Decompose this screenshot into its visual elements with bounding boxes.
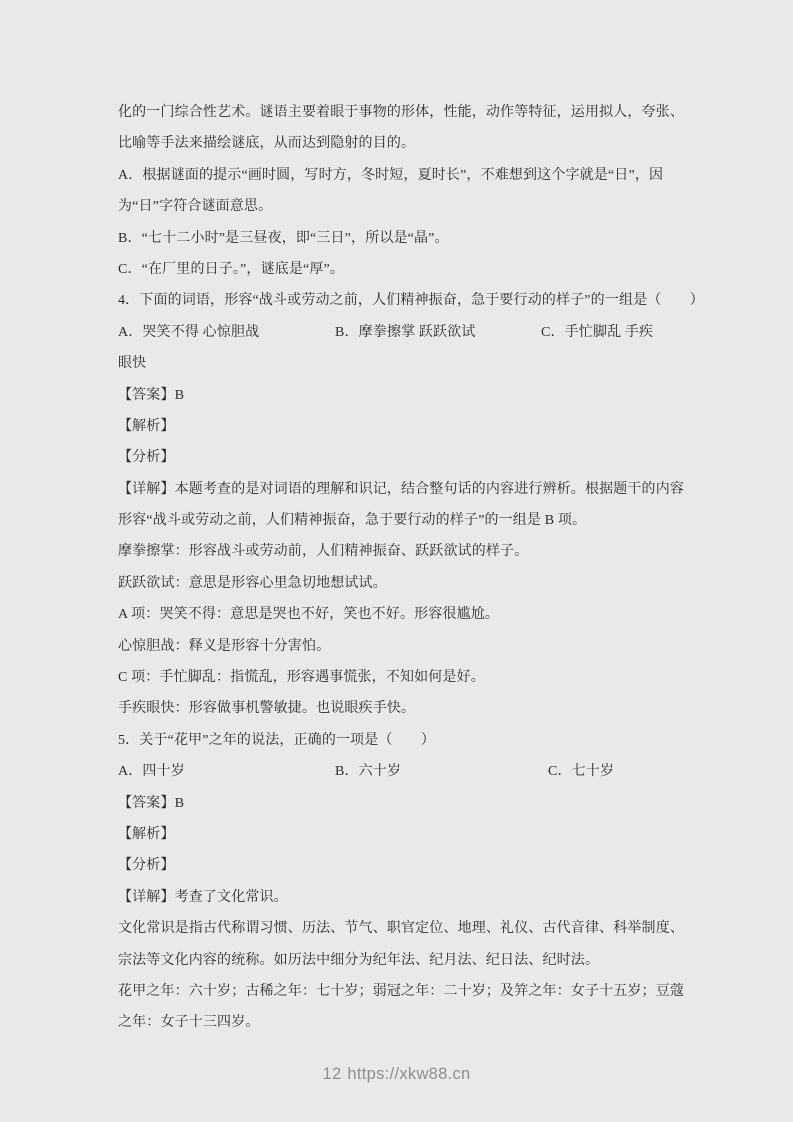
- q4-option-b: B．摩拳擦掌 跃跃欲试: [335, 324, 476, 340]
- q5-stem: 5．关于“花甲”之年的说法，正确的一项是（ ）: [118, 732, 436, 748]
- q4-detail-line-1: 【详解】本题考查的是对词语的理解和识记，结合整句话的内容进行辨析。根据题干的内容: [118, 481, 684, 497]
- footer-url: https://xkw88.cn: [347, 1065, 471, 1083]
- q4-exp-line-5: C 项：手忙脚乱：指慌乱，形容遇事慌张，不知如何是好。: [118, 670, 485, 686]
- q3-option-c: C．“在厂里的日子。”，谜底是“厚”。: [118, 261, 345, 277]
- q4-jiexi-label: 【解析】: [118, 418, 175, 434]
- q3-intro-line-2: 比喻等手法来描绘谜底，从而达到隐射的目的。: [118, 136, 416, 152]
- q4-option-c: C．手忙脚乱 手疾: [541, 324, 654, 340]
- q5-option-c: C．七十岁: [548, 764, 615, 780]
- q4-exp-line-4: 心惊胆战：释义是形容十分害怕。: [118, 638, 331, 654]
- q5-exp-line-2: 宗法等文化内容的统称。如历法中细分为纪年法、纪月法、纪日法、纪时法。: [118, 952, 600, 968]
- q4-options-row: [118, 317, 693, 348]
- q5-exp-line-1: 文化常识是指古代称谓习惯、历法、节气、职官定位、地理、礼仪、古代音律、科举制度、: [118, 921, 684, 937]
- q5-answer-value: B: [174, 795, 185, 811]
- q4-exp-line-2: 跃跃欲试：意思是形容心里急切地想试试。: [118, 575, 387, 591]
- q3-intro-line-1: 化的一门综合性艺术。谜语主要着眼于事物的形体，性能，动作等特征，运用拟人，夸张、: [118, 105, 684, 120]
- q4-option-c-wrap: 眼快: [118, 356, 147, 372]
- q5-answer-label: 【答案】: [118, 795, 175, 811]
- q3-option-a-line-1: A．根据谜面的提示“画时圆，写时方，冬时短，夏时长”，不难想到这个字就是“日”，因: [118, 167, 664, 183]
- q5-detail-line-1: 【详解】考查了文化常识。: [118, 889, 288, 905]
- q4-answer-label: 【答案】: [118, 387, 175, 403]
- q3-option-a-line-2: 为“日”字符合谜面意思。: [118, 199, 273, 215]
- q5-exp-line-4: 之年：女子十三四岁。: [118, 1015, 260, 1031]
- document-body: [118, 97, 704, 1039]
- q4-stem: 4．下面的词语，形容“战斗或劳动之前，人们精神振奋，急于要行动的样子”的一组是（ ）: [118, 293, 704, 309]
- q4-answer-line: [118, 380, 693, 411]
- page-footer: [0, 1065, 793, 1084]
- q5-options-row: [118, 756, 693, 787]
- q4-exp-line-1: 摩拳擦掌：形容战斗或劳动前，人们精神振奋、跃跃欲试的样子。: [118, 544, 529, 560]
- q4-detail-line-2: 形容“战斗或劳动之前，人们精神振奋，急于要行动的样子”的一组是 B 项。: [118, 513, 587, 529]
- q4-answer-value: B: [174, 387, 185, 403]
- q5-fenxi-label: 【分析】: [118, 858, 175, 874]
- q4-exp-line-3: A 项：哭笑不得：意思是哭也不好，笑也不好。形容很尴尬。: [118, 607, 500, 623]
- q5-exp-line-3: 花甲之年：六十岁；古稀之年：七十岁；弱冠之年：二十岁；及笄之年：女子十五岁；豆蔻: [118, 983, 684, 999]
- footer-page-number: 12: [322, 1065, 342, 1083]
- q3-option-b: B．“七十二小时”是三昼夜，即“三日”，所以是“晶”。: [118, 230, 449, 246]
- q5-option-a: A．四十岁: [118, 764, 185, 780]
- q4-option-a: A．哭笑不得 心惊胆战: [118, 324, 260, 340]
- q5-answer-line: [118, 788, 693, 819]
- q5-option-b: B．六十岁: [335, 764, 402, 780]
- q4-exp-line-6: 手疾眼快：形容做事机警敏捷。也说眼疾手快。: [118, 701, 416, 717]
- q4-fenxi-label: 【分析】: [118, 450, 175, 466]
- q5-jiexi-label: 【解析】: [118, 826, 175, 842]
